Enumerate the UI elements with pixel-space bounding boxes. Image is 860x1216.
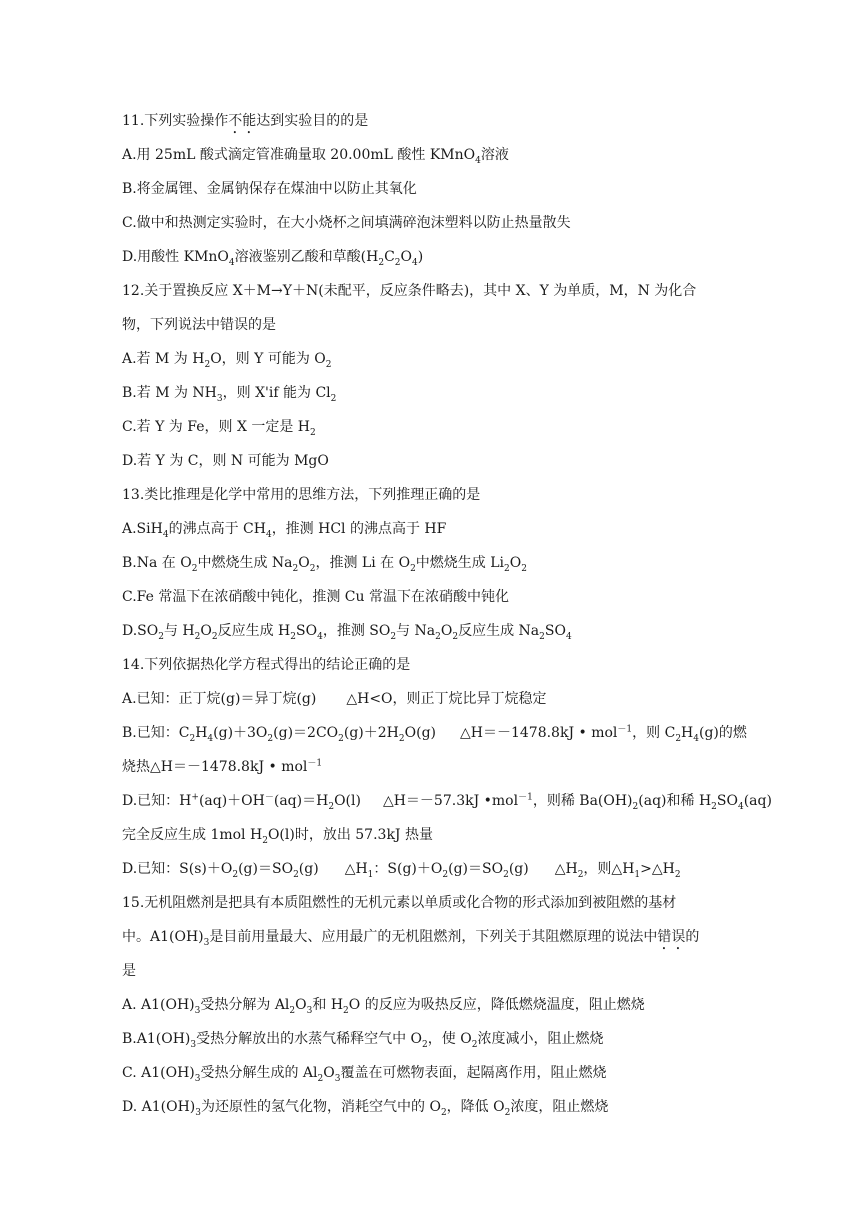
q12-option-c: C.若 Y 为 Fe，则 X 一定是 $H_2$ — [122, 419, 316, 438]
q14-option-b-line2: 烧热△H＝－1478.8kJ • mol$^{-1}$ — [122, 758, 323, 775]
q11-option-d: D.用酸性 KMnO$_4$溶液鉴别乙酸和草酸$(H_2C_2O_4)$ — [122, 249, 424, 268]
q15-stem-line1: 15.无机阻燃剂是把具有本质阻燃性的无机元素以单质或化合物的形式添加到被阻燃的基材 — [122, 895, 677, 911]
q13-option-b: B.Na 在 $O_2$中燃烧生成 $Na_2O_2$，推测 Li 在 $O_2$中燃烧生成 $Li_2O_2$ — [122, 555, 527, 574]
q11-option-a: A.用 25mL 酸式滴定管准确量取 20.00mL 酸性 KMnO$_4$溶液 — [122, 147, 509, 166]
exam-page — [122, 104, 772, 1124]
q12-stem-line1: 12.关于置换反应 X＋M→Y＋N(未配平，反应条件略去)，其中 X、Y 为单质，M，N 为化合 — [122, 283, 697, 299]
q12-option-d: D.若 Y 为 C，则 N 可能为 MgO — [122, 453, 329, 469]
q14-option-c-line2: 完全反应生成 1mol $H_2O(l)$时，放出 57.3kJ 热量 — [122, 827, 433, 846]
q15-option-b: $B.A1(OH)_3$受热分解放出的水蒸气稀释空气中 $O_2$，使 $O_2$浓度减小，阻止燃烧 — [122, 1031, 604, 1050]
q15-stem-line3: 是 — [122, 963, 136, 979]
q11-option-b: B.将金属锂、金属钠保存在煤油中以防止其氧化 — [122, 181, 417, 197]
q14-option-d: D.已知：$S(s)+O_2(g)=SO_2(g)$ $\triangle H_1$：$S(g)+O_2(g)=SO_2(g)$ $\triangle H_2$，则$\triangle H_1>\triangle H_2$ — [122, 861, 681, 880]
q15-option-c: C. $A1(OH)_3$受热分解生成的 $Al_2O_3$覆盖在可燃物表面，起隔离作用，阻止燃烧 — [122, 1065, 607, 1084]
q12-option-a: A.若 M 为 $H_2O$，则 Y 可能为 $O_2$ — [122, 351, 332, 370]
q15-option-d: D. $A1(OH)_3$为还原性的氢气化物，消耗空气中的 $O_2$，降低 $O_2$浓度，阻止燃烧 — [122, 1099, 609, 1118]
q13-option-c: C.Fe 常温下在浓硝酸中钝化，推测 Cu 常温下在浓硝酸中钝化 — [122, 589, 509, 605]
q14-stem: 14.下列依据热化学方程式得出的结论正确的是 — [122, 657, 411, 673]
emphasis-text: 错误 — [657, 929, 686, 945]
q14-option-b-line1: B.已知：$C_2H_4(g)+3O_2(g)=2CO_2(g)+2H_2O(g)$ △H＝－1478.8kJ • mol$^{-1}$，则 $C_2H_4(g)$的燃 — [122, 724, 747, 744]
q14-option-a: A.已知：正丁烷(g)＝异丁烷(g) △H<O，则正丁烷比异丁烷稳定 — [122, 691, 547, 707]
emphasis-text: 不能 — [228, 113, 257, 129]
q12-option-b: B.若 M 为 $NH_3$，则 X'if 能为 $Cl_2$ — [122, 385, 337, 404]
q14-option-c-line1: D.已知：$H^+(aq)+OH^-(aq)=H_2O(l)$ △H＝－57.3kJ •mol$^{-1}$，则稀 $Ba(OH)_2(aq)$和稀 $H_2SO_4(aq)$ — [122, 792, 772, 812]
q15-stem-line2: 中。$A1(OH)_3$是目前用量最大、应用最广的无机阻燃剂，下列关于其阻燃原理的说法中错误的 — [122, 929, 700, 948]
q15-option-a: A. $A1(OH)_3$受热分解为 $Al_2O_3$和 $H_2O$ 的反应为吸热反应，降低燃烧温度，阻止燃烧 — [122, 997, 645, 1016]
q13-option-d: $D.SO_2$与 $H_2O_2$反应生成 $H_2SO_4$，推测 $SO_2$与 $Na_2O_2$反应生成 $Na_2SO_4$ — [122, 623, 572, 642]
q11-stem: 11.下列实验操作不能达到实验目的的是 — [122, 113, 369, 129]
q12-stem-line2: 物，下列说法中错误的是 — [122, 317, 276, 333]
q11-option-c: C.做中和热测定实验时，在大小烧杯之间填满碎泡沫塑料以防止热量散失 — [122, 215, 571, 231]
q13-option-a: A.SiH$_4$的沸点高于 $CH_4$，推测 HCl 的沸点高于 HF — [122, 521, 447, 540]
q13-stem: 13.类比推理是化学中常用的思维方法，下列推理正确的是 — [122, 487, 481, 503]
